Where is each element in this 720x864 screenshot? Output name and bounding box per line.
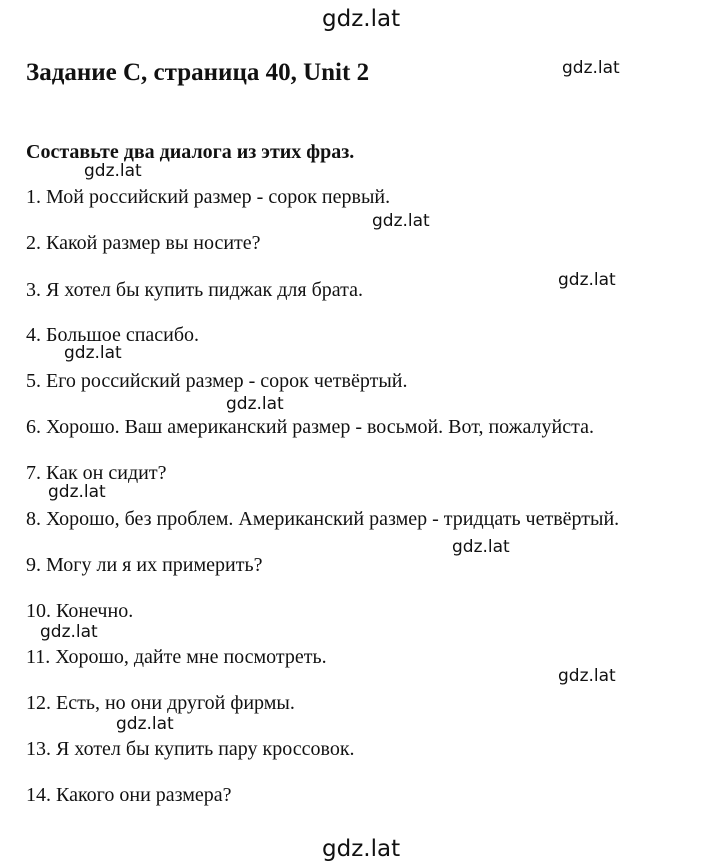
- phrase-item: 12. Есть, но они другой фирмы.: [26, 692, 295, 714]
- phrase-item: 10. Конечно.: [26, 600, 134, 622]
- phrase-item: 9. Могу ли я их примерить?: [26, 554, 263, 576]
- watermark: gdz.lat: [558, 666, 616, 686]
- phrase-item: 7. Как он сидит?: [26, 462, 167, 484]
- phrase-item: 8. Хорошо, без проблем. Американский размер - тридцать четвёртый.: [26, 508, 620, 530]
- phrase-item: 14. Какого они размера?: [26, 784, 232, 806]
- watermark: gdz.lat: [226, 394, 284, 414]
- watermark-top: gdz.lat: [322, 6, 401, 32]
- watermark: gdz.lat: [558, 270, 616, 290]
- phrase-item: 1. Мой российский размер - сорок первый.: [26, 186, 391, 208]
- phrase-item: 6. Хорошо. Ваш американский размер - восьмой. Вот, пожалуйста.: [26, 416, 594, 438]
- watermark: gdz.lat: [372, 211, 430, 231]
- watermark-bottom: gdz.lat: [322, 836, 401, 862]
- watermark: gdz.lat: [452, 537, 510, 557]
- watermark: gdz.lat: [116, 714, 174, 734]
- watermark: gdz.lat: [84, 161, 142, 181]
- phrase-item: 11. Хорошо, дайте мне посмотреть.: [26, 646, 327, 668]
- watermark: gdz.lat: [64, 343, 122, 363]
- phrase-item: 3. Я хотел бы купить пиджак для брата.: [26, 279, 363, 301]
- phrase-item: 13. Я хотел бы купить пару кроссовок.: [26, 738, 355, 760]
- page-title: Задание C, страница 40, Unit 2: [26, 59, 370, 86]
- phrase-item: 4. Большое спасибо.: [26, 324, 200, 346]
- task-instruction: Составьте два диалога из этих фраз.: [26, 141, 355, 163]
- watermark: gdz.lat: [40, 622, 98, 642]
- phrase-item: 2. Какой размер вы носите?: [26, 232, 261, 254]
- phrase-item: 5. Его российский размер - сорок четвёртый.: [26, 370, 408, 392]
- watermark: gdz.lat: [48, 482, 106, 502]
- watermark: gdz.lat: [562, 58, 620, 78]
